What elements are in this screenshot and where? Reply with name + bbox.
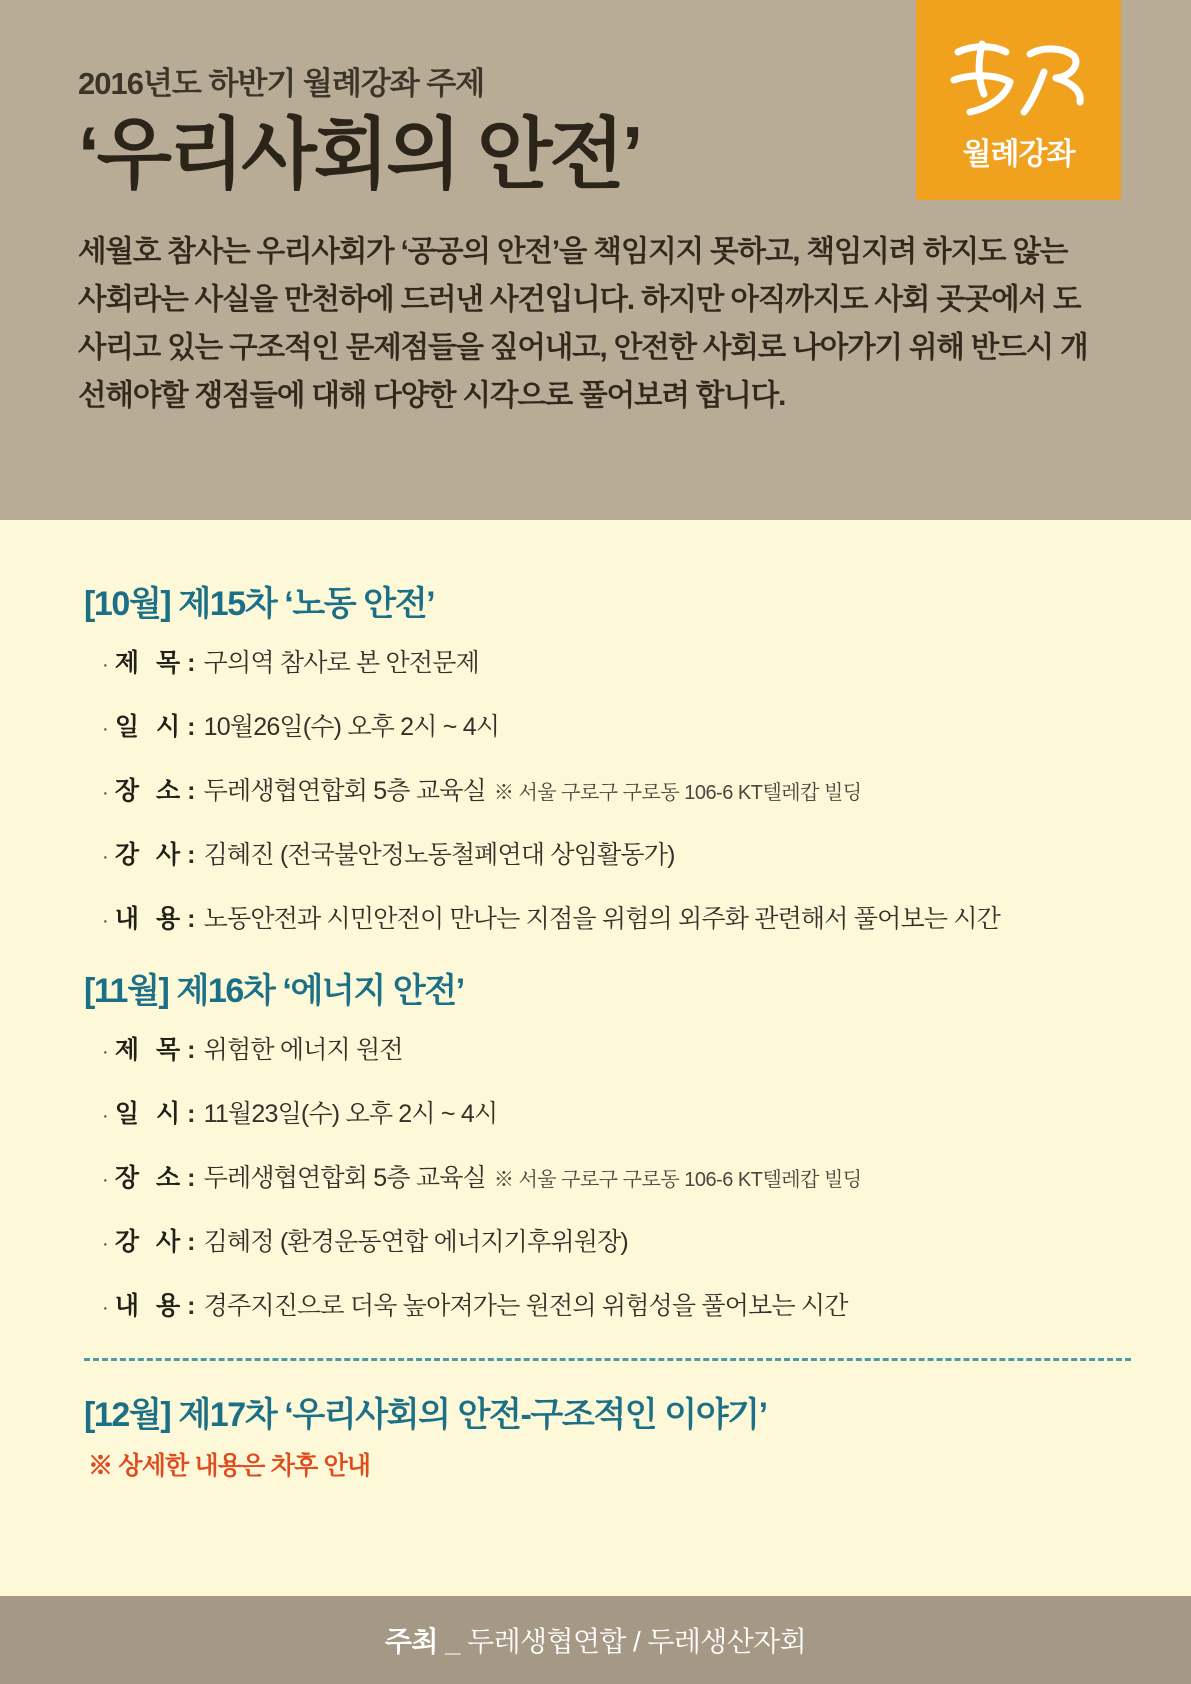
header-kicker: 2016년도 하반기 월례강좌 주제 [78,66,485,101]
row-colon: : [187,905,195,933]
doore-logo-icon [944,32,1094,127]
row-label: 강 사 [114,1228,186,1256]
list-item [102,1030,1131,1066]
list-item [102,707,1131,743]
list-item [102,1094,1131,1130]
bullet-icon: · [102,1169,108,1191]
row-colon: : [187,1228,195,1256]
row-label: 제 목 [114,1036,186,1064]
footer-organizations: 두레생협연합 / 두레생산자회 [467,1626,807,1657]
row-value: 김혜진 (전국불안정노동철폐연대 상임활동가) [203,841,675,869]
session-title: [10월] 제15차 ‘노동 안전’ [84,585,435,623]
logo-caption: 월례강좌 [962,137,1075,171]
row-label: 내 용 [114,905,186,933]
session-title: [11월] 제16차 ‘에너지 안전’ [84,972,464,1010]
footer-label: 주최 _ [384,1626,468,1657]
session-november [84,963,1131,1322]
bullet-icon: · [102,1105,108,1127]
bullet-icon: · [102,1041,108,1063]
row-note: ※ 서울 구로구 구로동 106-6 KT텔레캅 빌딩 [493,782,862,804]
row-colon: : [187,649,195,677]
list-item [102,1222,1131,1258]
bullet-icon: · [102,1297,108,1319]
row-label: 내 용 [114,1292,186,1320]
row-label: 장 소 [114,1164,186,1192]
list-item [102,771,1131,807]
row-value: 경주지진으로 더욱 높아져가는 원전의 위험성을 풀어보는 시간 [203,1292,848,1320]
list-item [102,643,1131,679]
session-december [84,1387,1131,1482]
bullet-icon: · [102,910,108,932]
footer-text [385,1620,806,1660]
row-colon: : [187,1036,195,1064]
list-item [102,1286,1131,1322]
row-note: ※ 서울 구로구 구로동 106-6 KT텔레캅 빌딩 [493,1169,862,1191]
row-label: 일 시 [114,1100,186,1128]
session-detail-list [84,643,1131,935]
row-value: 김혜정 (환경운동연합 에너지기후위원장) [203,1228,628,1256]
row-label: 장 소 [114,777,186,805]
row-colon: : [187,1292,195,1320]
list-item [102,835,1131,871]
dashed-divider [84,1358,1131,1361]
row-value: 노동안전과 시민안전이 만나는 지점을 위험의 외주화 관련해서 풀어보는 시간 [203,905,1001,933]
row-value: 두레생협연합회 5층 교육실 [203,1164,486,1192]
row-colon: : [187,777,195,805]
bullet-icon: · [102,718,108,740]
poster-footer [0,1596,1191,1684]
session-october [84,576,1131,935]
poster-header [0,0,1191,520]
bullet-icon: · [102,1233,108,1255]
row-value: 구의역 참사로 본 안전문제 [203,649,479,677]
row-label: 제 목 [114,649,186,677]
page-title: ‘우리사회의 안전’ [78,110,641,198]
row-colon: : [187,1100,195,1128]
poster-body [0,520,1191,1482]
row-value: 위험한 에너지 원전 [203,1036,403,1064]
bullet-icon: · [102,654,108,676]
session-detail-list [84,1030,1131,1322]
row-label: 일 시 [114,713,186,741]
row-colon: : [187,1164,195,1192]
list-item [102,899,1131,935]
row-value: 11월23일(수) 오후 2시 ~ 4시 [203,1100,498,1128]
row-value: 10월26일(수) 오후 2시 ~ 4시 [203,713,500,741]
session-title: [12월] 제17차 ‘우리사회의 안전-구조적인 이야기’ [84,1396,767,1434]
row-colon: : [187,713,195,741]
bullet-icon: · [102,782,108,804]
header-intro-text: 세월호 참사는 우리사회가 ‘공공의 안전’을 책임지지 못하고, 책임지려 하지도 않는 사회라는 사실을 만천하에 드러낸 사건입니다. 하지만 아직까지도 사회 곳곳에서 도사리고 있는 구조적인 문제점들을 짚어내고, 안전한 사회로 나아가기 위해 반드시 개선해야할 쟁점들에 대해 다양한 시각으로 풀어보려 합니다. [78,235,1088,412]
list-item [102,1158,1131,1194]
row-colon: : [187,841,195,869]
row-value: 두레생협연합회 5층 교육실 [203,777,486,805]
bullet-icon: · [102,846,108,868]
row-label: 강 사 [114,841,186,869]
logo-badge [916,0,1121,200]
status-note: ※ 상세한 내용은 차후 안내 [88,1452,371,1480]
